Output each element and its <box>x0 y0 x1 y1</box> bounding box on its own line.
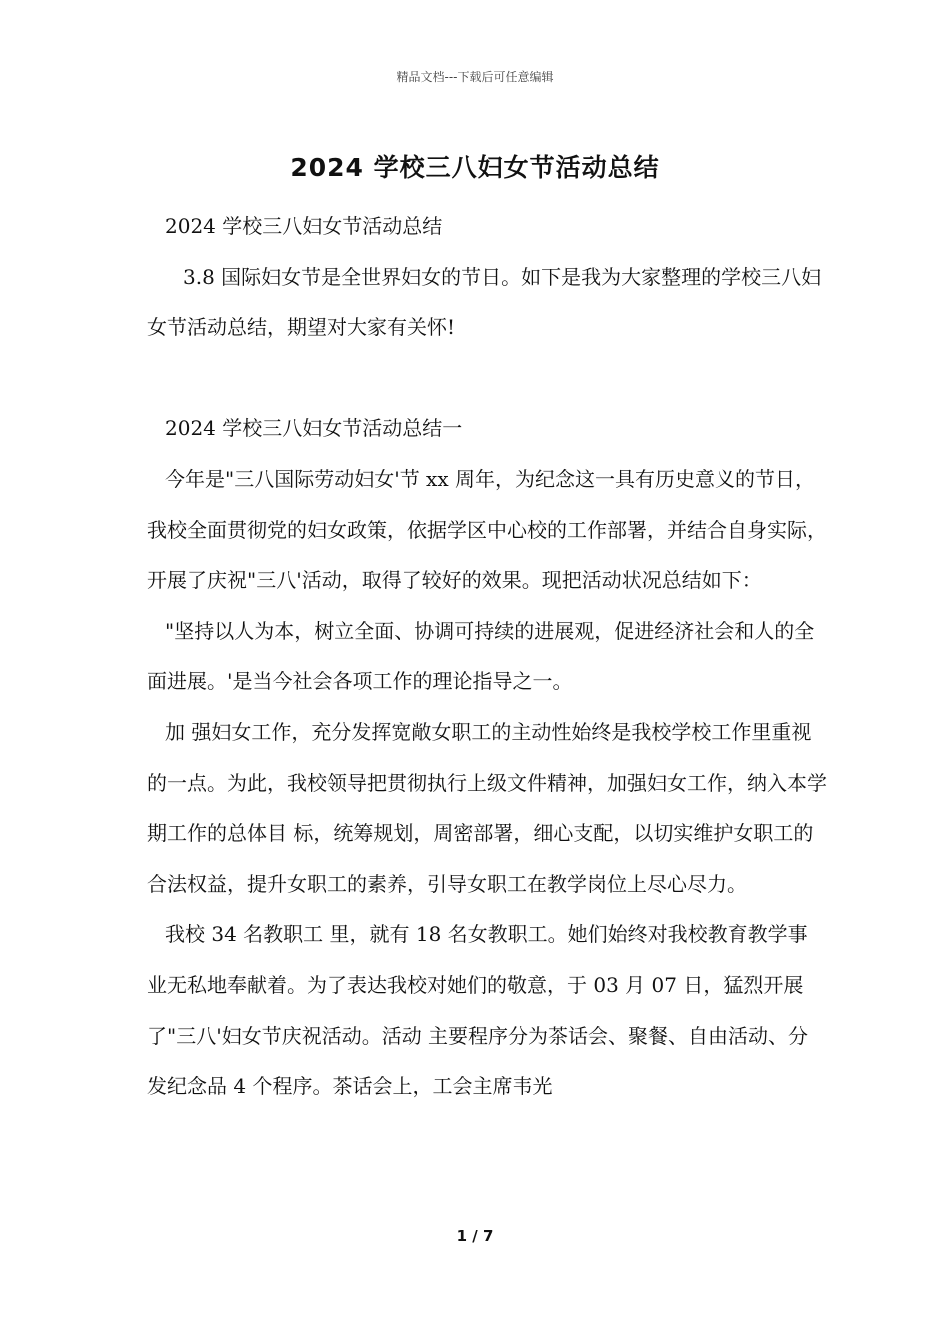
paragraph-body: "坚持以人为本，树立全面、协调可持续的进展观，促进经济社会和人的全面进展。'是当今社会各项工作的理论指导之一。 <box>147 618 815 694</box>
document-title: 2024 学校三八妇女节活动总结 <box>290 153 660 182</box>
paragraph-subtitle: 2024 学校三八妇女节活动总结 <box>165 214 443 238</box>
page-header-note: 精品文档---下载后可任意编辑 <box>396 70 554 84</box>
paragraph-body: 今年是"三八国际劳动妇女'节 xx 周年，为纪念这一具有历史意义的节日，我校全面贯彻党的妇女政策，依据学区中心校的工作部署，并结合自身实际，开展了庆祝"三八'活动，取得了较好的效果。现把活动状况总结如下： <box>147 466 827 593</box>
paragraph-body: 加 强妇女工作，充分发挥宽敞女职工的主动性始终是我校学校工作里重视的一点。为此，我校领导把贯彻执行上级文件精神，加强妇女工作，纳入本学期工作的总体目 标，统筹规划，周密部署，细心支配，以切实维护女职工的合法权益，提升女职工的素养，引导女职工在教学岗位上尽心尽力。 <box>147 719 827 896</box>
paragraph-intro: 3.8 国际妇女节是全世界妇女的节日。如下是我为大家整理的学校三八妇女节活动总结，期望对大家有关怀! <box>147 264 822 340</box>
page-number: 1 / 7 <box>456 1227 494 1245</box>
paragraph-section-heading: 2024 学校三八妇女节活动总结一 <box>165 416 463 441</box>
document-body <box>147 201 827 1112</box>
paragraph-body: 我校 34 名教职工 里，就有 18 名女教职工。她们始终对我校教育教学事业无私地奉献着。为了表达我校对她们的敬意，于 03 月 07 日，猛烈开展了"三八'妇女节庆祝活动。活动 主要程序分为茶话会、聚餐、自由活动、分发纪念品 4 个程序。茶话会上，工会主席韦光 <box>147 922 809 1099</box>
